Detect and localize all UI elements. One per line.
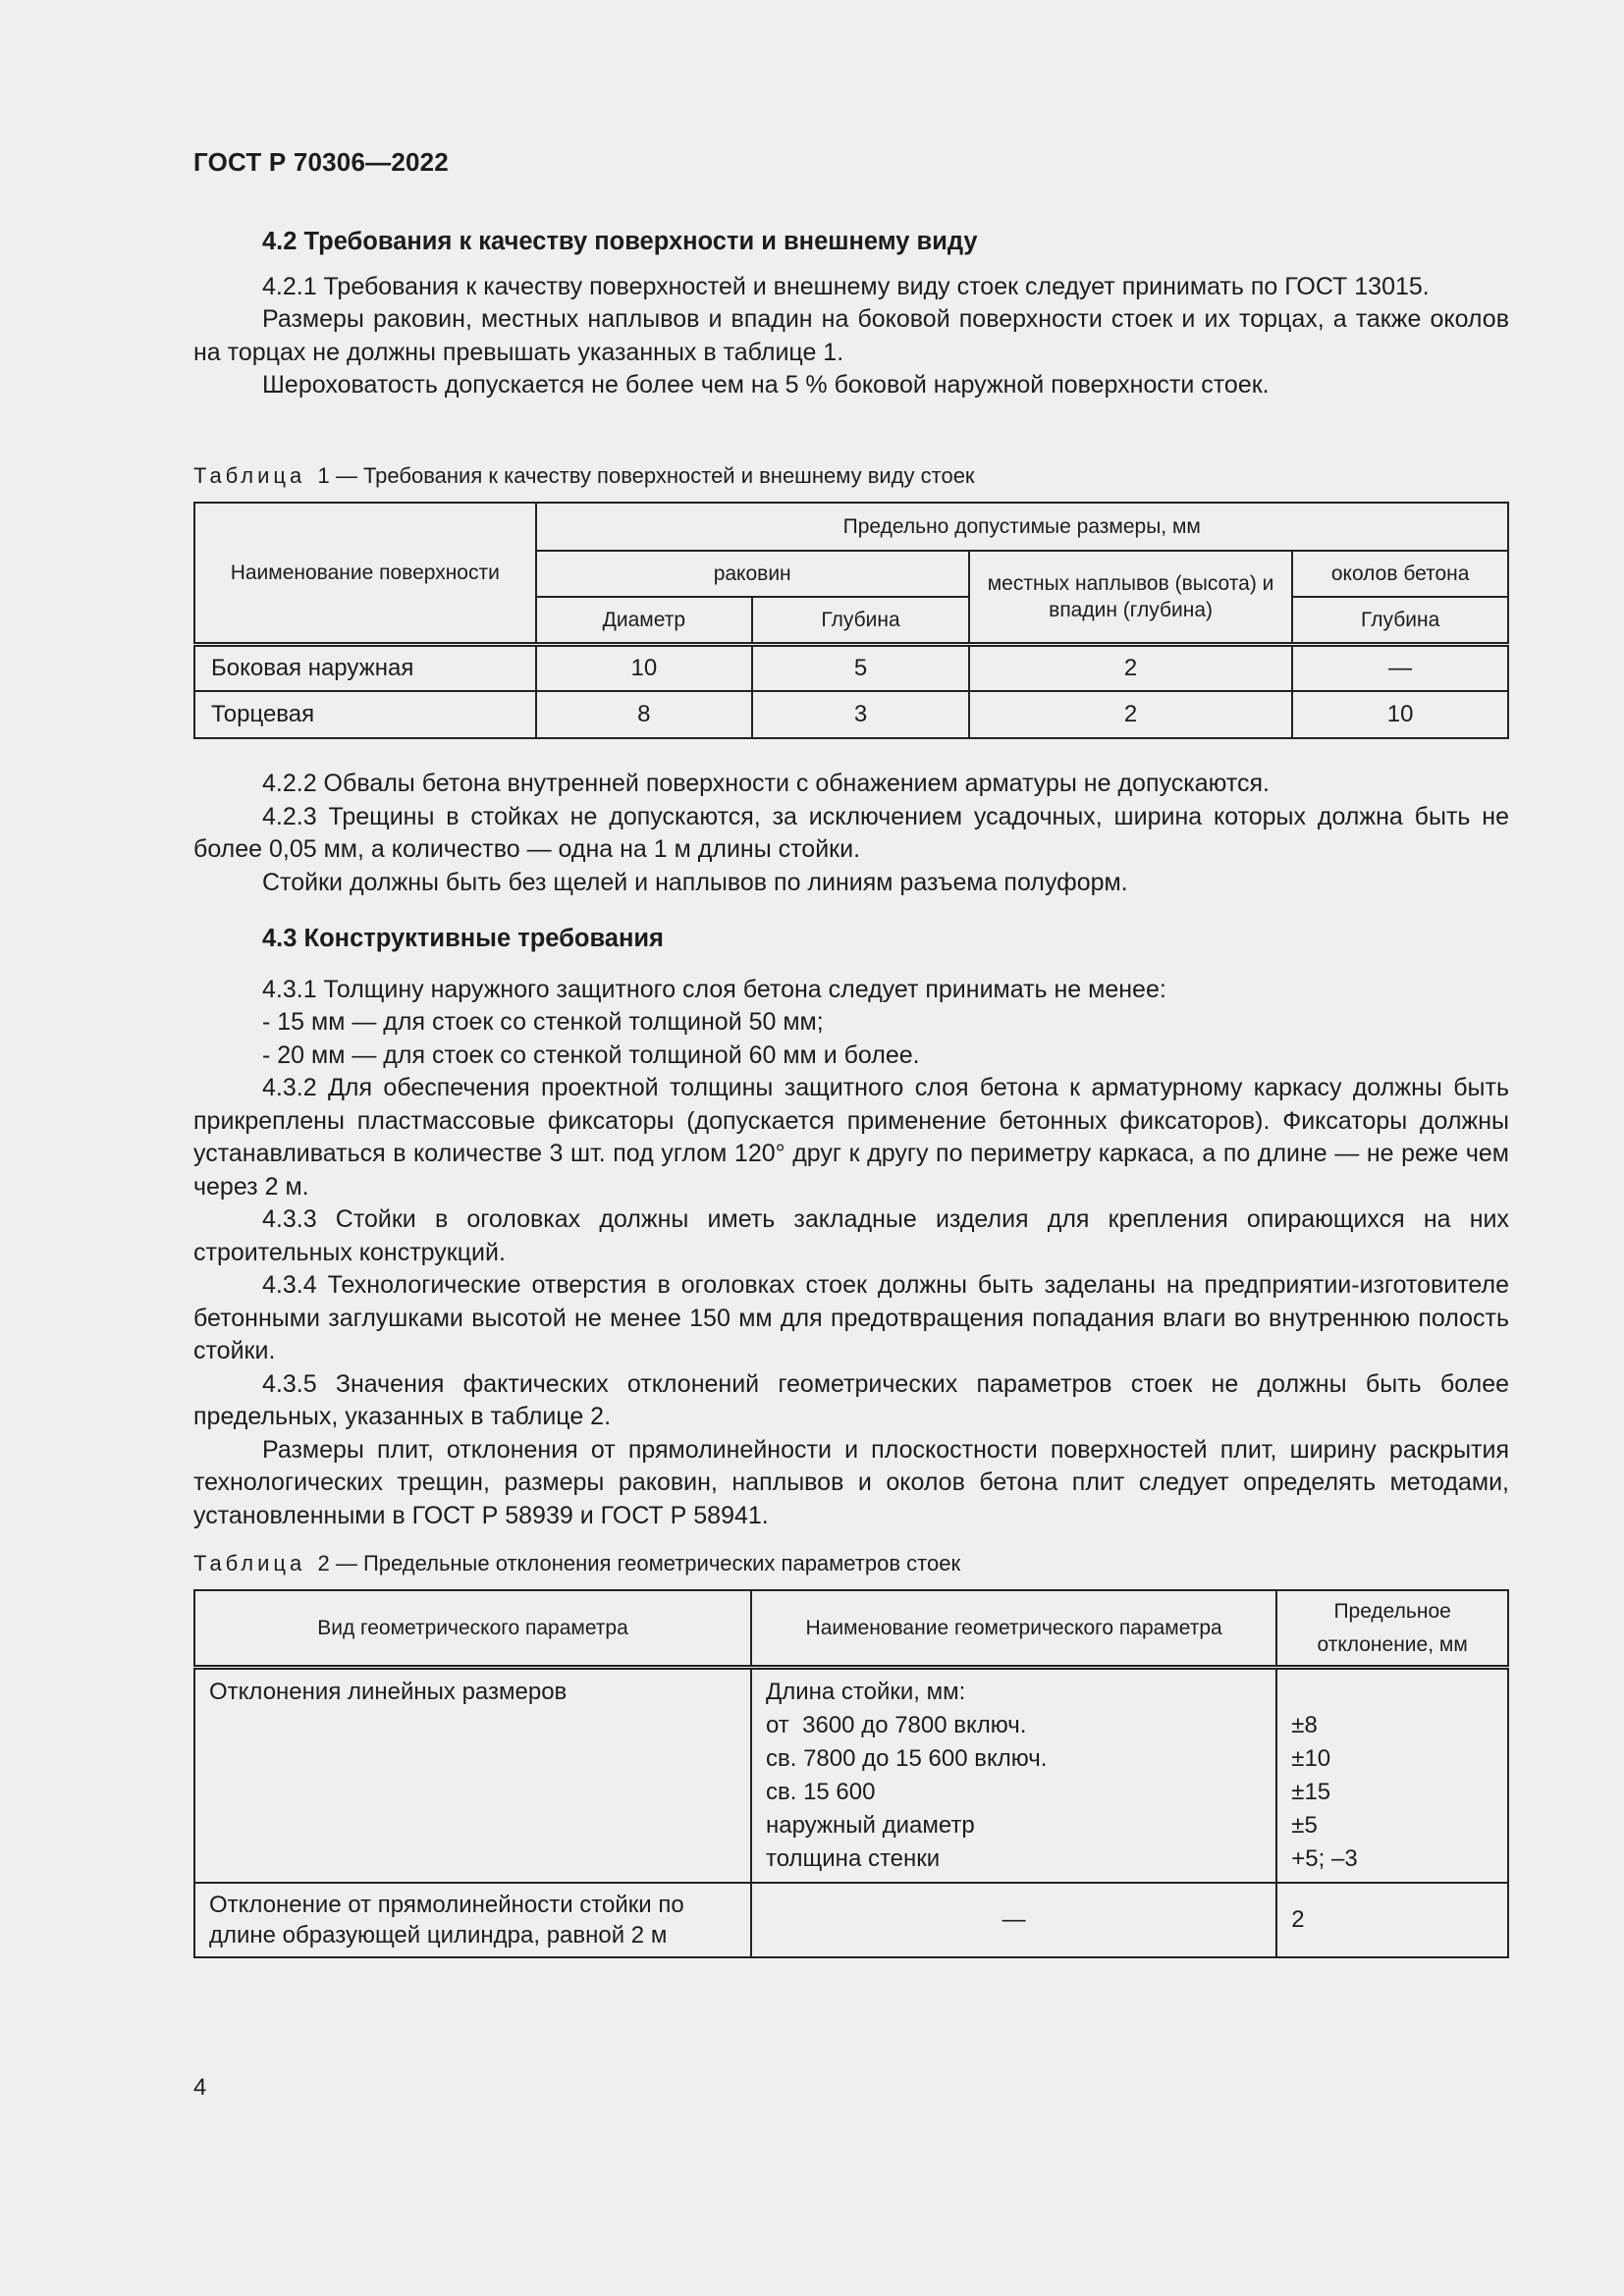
- header-shells: раковин: [536, 551, 969, 597]
- paragraph: Стойки должны быть без щелей и наплывов по линиям разъема полуформ.: [262, 868, 1128, 896]
- list-item: - 15 мм — для стоек со стенкой толщиной 50 мм;: [262, 1008, 824, 1036]
- table1-wrapper: [193, 502, 1509, 739]
- paragraph: 4.2.3 Трещины в стойках не допускаются, за исключением усадочных, ширина которых должна быть не более 0,05 мм, а количество — одна на 1 м длины стойки.: [193, 802, 1509, 863]
- paragraph: Размеры раковин, местных наплывов и впадин на боковой поверхности стоек и их торцах, а также околов на торцах не должны превышать указанных в таблице 1.: [193, 305, 1509, 366]
- header-deviation: Предельное отклонение, мм: [1276, 1590, 1508, 1668]
- cell-name: —: [751, 1883, 1276, 1957]
- paragraph: Шероховатость допускается не более чем на 5 % боковой наружной поверхности стоек.: [262, 371, 1270, 399]
- cell-depth: 3: [752, 691, 969, 738]
- header-depth: Глубина: [752, 597, 969, 644]
- name-line: наружный диаметр: [765, 1812, 975, 1839]
- section-4-3: [193, 923, 1509, 1532]
- header-chips: околов бетона: [1292, 551, 1508, 597]
- cell-kind: Отклонения линейных размеров: [194, 1668, 751, 1884]
- header-surface-name: Наименование поверхности: [194, 503, 536, 644]
- header-param-kind: Вид геометрического параметра: [194, 1590, 751, 1668]
- dev-line: ±10: [1291, 1745, 1331, 1772]
- dev-line: [1291, 1676, 1493, 1709]
- paragraph: 4.2.2 Обвалы бетона внутренней поверхности с обнажением арматуры не допускаются.: [262, 770, 1270, 797]
- paragraph: 4.3.5 Значения фактических отклонений геометрических параметров стоек не должны быть более предельных, указанных в таблице 2.: [193, 1369, 1509, 1430]
- cell-name: Боковая наружная: [194, 644, 536, 691]
- dev-line: ±5: [1291, 1812, 1318, 1839]
- cell-chips: 10: [1292, 691, 1508, 738]
- table1: [193, 502, 1509, 739]
- cell-kind: Отклонение от прямолинейности стойки по длине образующей цилиндра, равной 2 м: [194, 1883, 751, 1957]
- section-4-2-cont: [193, 768, 1509, 899]
- document-header: ГОСТ Р 70306—2022: [193, 147, 449, 177]
- table-row: [194, 1668, 1508, 1884]
- cell-diameter: 10: [536, 644, 753, 691]
- list-item: - 20 мм — для стоек со стенкой толщиной 60 мм и более.: [262, 1041, 920, 1069]
- name-line: св. 15 600: [765, 1779, 876, 1805]
- paragraph: 4.3.4 Технологические отверстия в оголовках стоек должны быть заделаны на предприятии-изготовителе бетонными заглушками высотой не менее 150 мм для предотвращения попадания влаги во внутреннюю полость стойки.: [193, 1271, 1509, 1364]
- cell-depth: 5: [752, 644, 969, 691]
- cell-chips: —: [1292, 644, 1508, 691]
- table2-wrapper: [193, 1589, 1509, 1958]
- name-line: св. 7800 до 15 600 включ.: [765, 1745, 1048, 1772]
- table-row: [194, 691, 1508, 738]
- table-row: [194, 644, 1508, 691]
- section-heading: 4.2 Требования к качеству поверхности и внешнему виду: [262, 228, 978, 255]
- dev-line: +5; –3: [1291, 1845, 1358, 1872]
- caption-word: Таблица: [193, 1551, 306, 1575]
- section-heading: 4.3 Конструктивные требования: [262, 925, 664, 952]
- caption-word: Таблица: [193, 463, 306, 488]
- cell-bulges: 2: [969, 644, 1292, 691]
- header-limits: Предельно допустимые размеры, мм: [536, 503, 1508, 551]
- header-diameter: Диаметр: [536, 597, 753, 644]
- section-4-2: [193, 226, 1509, 402]
- table1-caption: [193, 462, 1509, 490]
- header-depth-chips: Глубина: [1292, 597, 1508, 644]
- table2: [193, 1589, 1509, 1958]
- caption-text: 2 — Предельные отклонения геометрических параметров стоек: [317, 1551, 961, 1575]
- name-line: Длина стойки, мм:: [765, 1679, 966, 1705]
- page-number: 4: [193, 2074, 207, 2101]
- paragraph: 4.2.1 Требования к качеству поверхностей и внешнему виду стоек следует принимать по ГОСТ 13015.: [262, 272, 1430, 300]
- table-row: [194, 1883, 1508, 1957]
- paragraph: 4.3.3 Стойки в оголовках должны иметь закладные изделия для крепления опирающихся на них строительных конструкций.: [193, 1205, 1509, 1266]
- cell-diameter: 8: [536, 691, 753, 738]
- paragraph: 4.3.2 Для обеспечения проектной толщины защитного слоя бетона к арматурному каркасу должны быть прикреплены пластмассовые фиксаторы (допускается применение бетонных фиксаторов). Фиксаторы должны устанавливаться в количестве 3 шт. под углом 120° друг к другу по периметру каркаса, а по длине — не реже чем через 2 м.: [193, 1074, 1509, 1201]
- table2-caption: [193, 1550, 1509, 1577]
- name-line: от 3600 до 7800 включ.: [765, 1712, 1027, 1738]
- dev-line: ±8: [1291, 1712, 1318, 1738]
- name-line: толщина стенки: [765, 1845, 941, 1872]
- cell-names: [751, 1668, 1276, 1884]
- dev-line: ±15: [1291, 1779, 1331, 1805]
- caption-text: 1 — Требования к качеству поверхностей и внешнему виду стоек: [317, 463, 975, 488]
- header-bulges: местных наплывов (высота) и впадин (глубина): [969, 551, 1292, 644]
- cell-devs: [1276, 1668, 1508, 1884]
- header-param-name: Наименование геометрического параметра: [751, 1590, 1276, 1668]
- paragraph: Размеры плит, отклонения от прямолинейности и плоскостности поверхностей плит, ширину раскрытия технологических трещин, размеры раковин, наплывов и околов бетона плит следует определять методами, установленными в ГОСТ Р 58939 и ГОСТ Р 58941.: [193, 1435, 1509, 1529]
- paragraph: 4.3.1 Толщину наружного защитного слоя бетона следует принимать не менее:: [262, 975, 1166, 1003]
- cell-name: Торцевая: [194, 691, 536, 738]
- cell-bulges: 2: [969, 691, 1292, 738]
- cell-dev: 2: [1276, 1883, 1508, 1957]
